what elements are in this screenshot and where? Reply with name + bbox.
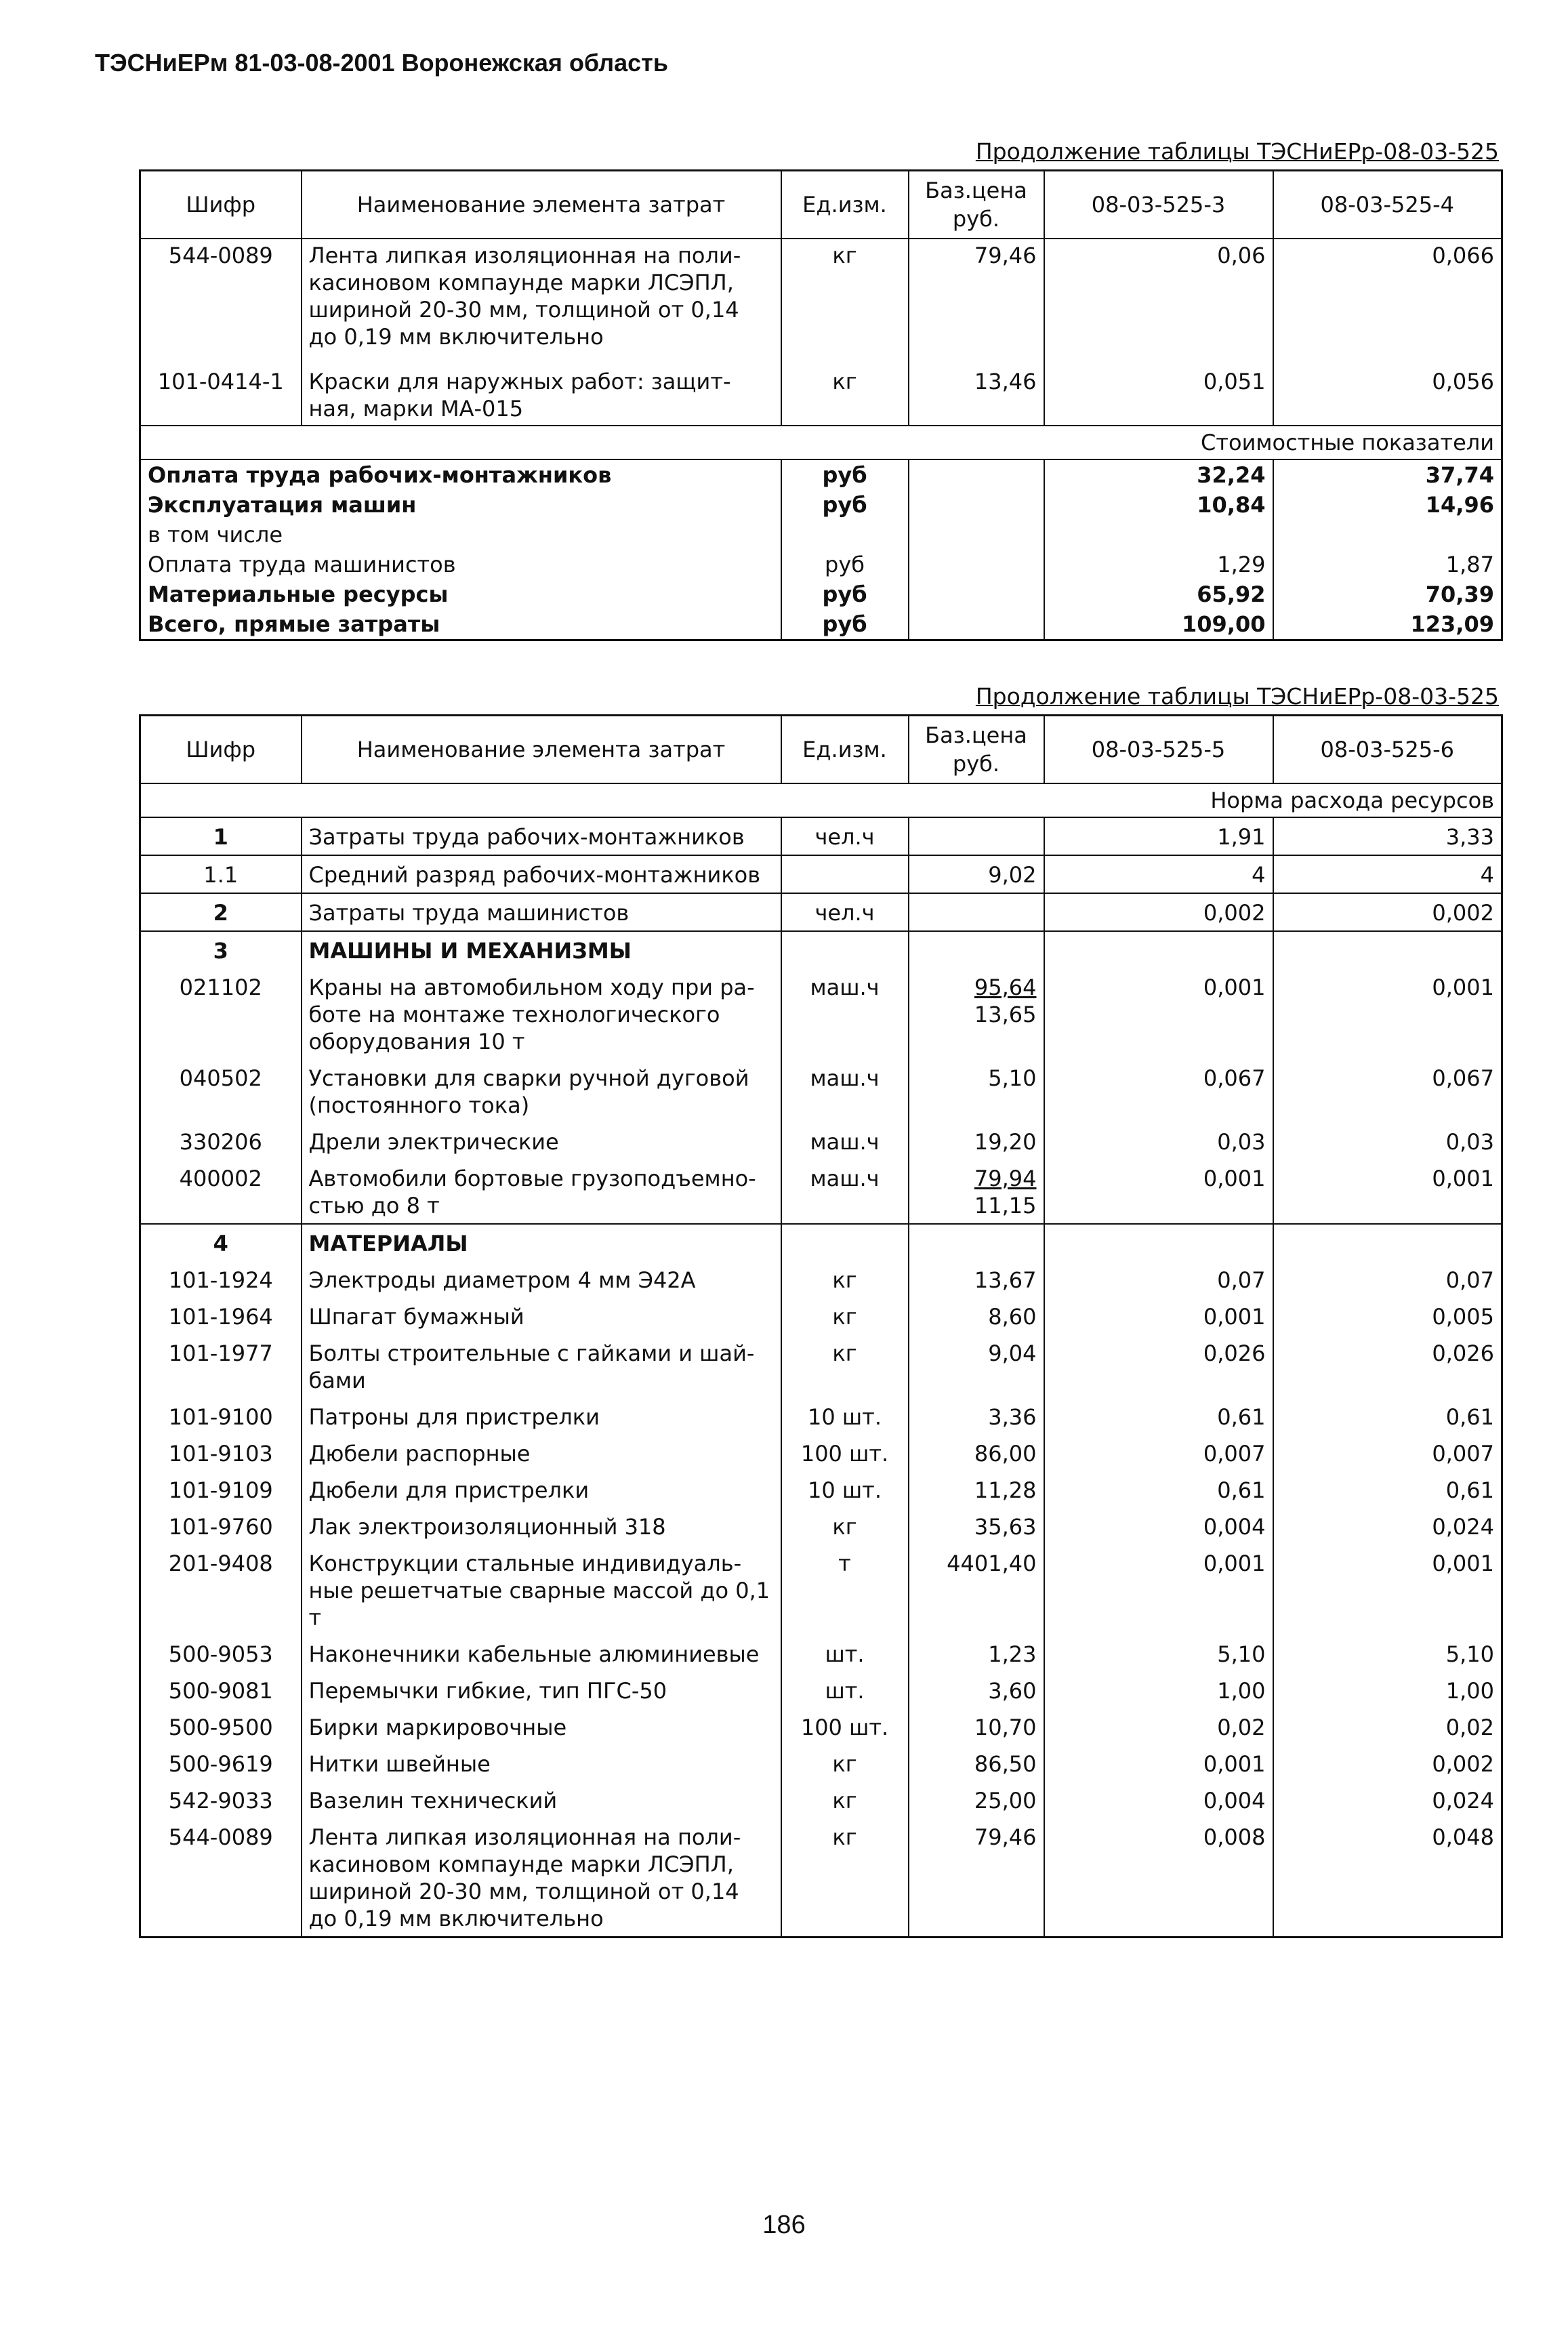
base-price-cell: 8,60 [909, 1298, 1044, 1334]
unit-cell: маш.ч [781, 1123, 909, 1160]
base-price-cell: 1,23 [909, 1635, 1044, 1672]
resource-name: Патроны для пристрелки [302, 1398, 781, 1435]
norm-value-b: 0,61 [1445, 1403, 1494, 1430]
base-price-cell: 10,70 [909, 1708, 1044, 1745]
unit-cell: шт. [781, 1635, 909, 1672]
norm-value-b: 0,067 [1432, 1065, 1494, 1091]
resource-code: 021102 [140, 968, 302, 1059]
norm-value-b: 0,005 [1432, 1303, 1494, 1330]
base-price-cell [909, 459, 1044, 490]
table-row [140, 1508, 1502, 1544]
norm-value-a: 1,00 [1044, 1672, 1273, 1708]
base-price-cell: 3,36 [909, 1398, 1044, 1435]
table2-continuation-caption: Продолжение таблицы ТЭСНиЕРр-08-03-525 [975, 683, 1499, 710]
norm-value-a: 0,02 [1044, 1708, 1273, 1745]
table-row [140, 1261, 1502, 1298]
norm-value-a: 0,001 [1044, 1298, 1273, 1334]
table-row [140, 1160, 1502, 1224]
unit-cell [781, 520, 909, 550]
page-number: 186 [762, 2211, 806, 2239]
norm-value-b: 0,002 [1432, 899, 1494, 926]
resource-code: 101-1964 [140, 1298, 302, 1334]
col-header-code: Шифр [140, 716, 302, 783]
norm-value-b: 1,00 [1445, 1677, 1494, 1704]
norm-value-b: 3,33 [1445, 823, 1494, 850]
norm-value-b: 5,10 [1445, 1641, 1494, 1667]
unit-cell: руб [781, 490, 909, 520]
table-row [140, 1298, 1502, 1334]
resource-code: 101-9109 [140, 1471, 302, 1508]
cost-name: Оплата труда машинистов [140, 550, 781, 579]
norm-value-a: 0,61 [1044, 1471, 1273, 1508]
norm-value-b: 0,61 [1445, 1477, 1494, 1503]
resource-name: Перемычки гибкие, тип ПГС-50 [302, 1672, 781, 1708]
cost-value-b [1273, 520, 1502, 550]
cost-value-b: 14,96 [1425, 491, 1494, 518]
base-price-cell: 19,20 [909, 1123, 1044, 1160]
table-row [140, 1818, 1502, 1938]
norm-value-a: 4 [1044, 855, 1273, 893]
col-header-code: Шифр [140, 171, 302, 239]
unit-cell: чел.ч [781, 817, 909, 855]
norm-value-a: 0,001 [1044, 968, 1273, 1059]
unit-cell: шт. [781, 1672, 909, 1708]
resource-code: 040502 [140, 1059, 302, 1123]
unit-cell: кг [781, 1818, 909, 1938]
col-header-name: Наименование элемента затрат [302, 716, 781, 783]
norm-value-a: 0,07 [1044, 1261, 1273, 1298]
unit-cell: руб [781, 579, 909, 609]
resource-code: 101-9100 [140, 1398, 302, 1435]
base-price-cell: 86,00 [909, 1435, 1044, 1471]
unit-cell: 100 шт. [781, 1708, 909, 1745]
resource-name: Затраты труда рабочих-монтажников [302, 817, 781, 855]
resource-code: 101-1977 [140, 1334, 302, 1398]
resource-name: Краны на автомобильном ходу при ра- боте на монтаже технологического оборудования 10 т [302, 968, 781, 1059]
norm-value-b: 0,002 [1432, 1750, 1494, 1777]
resource-code: 500-9500 [140, 1708, 302, 1745]
resource-code: 2 [140, 893, 302, 931]
norm-value-a: 0,001 [1044, 1160, 1273, 1224]
col-header-08-03-525-6: 08-03-525-6 [1273, 716, 1502, 783]
resource-name: Шпагат бумажный [302, 1298, 781, 1334]
resource-code: 101-1924 [140, 1261, 302, 1298]
resource-name: Конструкции стальные индивидуаль- ные решетчатые сварные массой до 0,1 т [302, 1544, 781, 1635]
unit-cell: чел.ч [781, 893, 909, 931]
resource-name: Установки для сварки ручной дуговой (постоянного тока) [302, 1059, 781, 1123]
resource-name: МАШИНЫ И МЕХАНИЗМЫ [302, 931, 781, 968]
norm-value-a: 0,007 [1044, 1435, 1273, 1471]
table-row [140, 239, 1502, 365]
norm-value-b: 0,007 [1432, 1440, 1494, 1467]
norm-value-a: 0,004 [1044, 1508, 1273, 1544]
resource-name: Дюбели для пристрелки [302, 1471, 781, 1508]
resource-norms-band: Норма расхода ресурсов [140, 783, 1502, 817]
resource-code: 1 [140, 817, 302, 855]
unit-cell: маш.ч [781, 1059, 909, 1123]
cost-value-a: 32,24 [1044, 459, 1273, 490]
resource-name: Автомобили бортовые грузоподъемно- стью до 8 т [302, 1160, 781, 1224]
price-machine: 95,64 [974, 974, 1037, 1000]
norm-value-b: 0,001 [1432, 974, 1494, 1000]
norm-value-a [1044, 1224, 1273, 1261]
norm-value-b: 0,07 [1445, 1267, 1494, 1293]
table-row [140, 893, 1502, 931]
base-price-cell: 4401,40 [909, 1544, 1044, 1635]
resource-name: Бирки маркировочные [302, 1708, 781, 1745]
col-header-name: Наименование элемента затрат [302, 171, 781, 239]
unit-cell: 10 шт. [781, 1398, 909, 1435]
table-row [140, 1224, 1502, 1261]
unit-cell: кг [781, 1745, 909, 1782]
norm-value-a: 5,10 [1044, 1635, 1273, 1672]
unit-cell: 100 шт. [781, 1435, 909, 1471]
cost-value-b: 1,87 [1445, 551, 1494, 577]
unit-cell: руб [781, 609, 909, 640]
base-price-cell: 9,02 [909, 855, 1044, 893]
cost-value-a: 109,00 [1044, 609, 1273, 640]
norm-value-b: 0,024 [1432, 1513, 1494, 1540]
resource-name: Наконечники кабельные алюминиевые [302, 1635, 781, 1672]
base-price-cell [909, 1160, 1044, 1224]
resource-code: 3 [140, 931, 302, 968]
table-row [140, 817, 1502, 855]
table-row [140, 931, 1502, 968]
resource-code: 500-9081 [140, 1672, 302, 1708]
base-price-cell [909, 609, 1044, 640]
norm-value-b: 0,03 [1445, 1128, 1494, 1155]
norm-value-b [1273, 1224, 1502, 1261]
norm-value-b: 0,056 [1432, 368, 1494, 394]
unit-cell [781, 855, 909, 893]
cost-row [140, 550, 1502, 579]
norm-value-a [1044, 931, 1273, 968]
cost-indicators-band: Стоимостные показатели [140, 426, 1502, 459]
base-price-cell [909, 817, 1044, 855]
cost-name: Всего, прямые затраты [140, 609, 781, 640]
table-row [140, 855, 1502, 893]
norm-value-b [1273, 931, 1502, 968]
base-price-cell: 25,00 [909, 1782, 1044, 1818]
resource-code: 1.1 [140, 855, 302, 893]
cost-value-a: 10,84 [1044, 490, 1273, 520]
base-price-cell [909, 579, 1044, 609]
resource-code: 544-0089 [140, 239, 302, 365]
resource-name: Дрели электрические [302, 1123, 781, 1160]
resource-code: 500-9619 [140, 1745, 302, 1782]
norm-value-b: 0,02 [1445, 1714, 1494, 1740]
table-row [140, 1398, 1502, 1435]
resource-code: 330206 [140, 1123, 302, 1160]
col-header-price: Баз.цена руб. [909, 171, 1044, 239]
base-price-cell [909, 520, 1044, 550]
resource-code: 400002 [140, 1160, 302, 1224]
table-row [140, 1123, 1502, 1160]
resource-name: Вазелин технический [302, 1782, 781, 1818]
table-row [140, 1334, 1502, 1398]
unit-cell: 10 шт. [781, 1471, 909, 1508]
norm-value-b: 0,001 [1432, 1550, 1494, 1576]
norm-value-a: 0,051 [1044, 365, 1273, 426]
cost-value-a: 1,29 [1044, 550, 1273, 579]
table2-norms [139, 714, 1503, 1938]
norm-value-a: 0,06 [1044, 239, 1273, 365]
table-row [140, 1471, 1502, 1508]
cost-row [140, 579, 1502, 609]
resource-code: 101-9103 [140, 1435, 302, 1471]
table-row [140, 1435, 1502, 1471]
cost-name: Эксплуатация машин [140, 490, 781, 520]
cost-row [140, 609, 1502, 640]
norm-value-a: 0,026 [1044, 1334, 1273, 1398]
base-price-cell [909, 550, 1044, 579]
resource-name: Нитки швейные [302, 1745, 781, 1782]
cost-value-a: 65,92 [1044, 579, 1273, 609]
unit-cell: руб [781, 550, 909, 579]
col-header-08-03-525-5: 08-03-525-5 [1044, 716, 1273, 783]
unit-cell: руб [781, 459, 909, 490]
table-row [140, 365, 1502, 426]
norm-value-b: 0,026 [1432, 1340, 1494, 1366]
resource-code: 500-9053 [140, 1635, 302, 1672]
norm-value-a: 0,004 [1044, 1782, 1273, 1818]
table-row [140, 1672, 1502, 1708]
price-operator-wage: 13,65 [974, 1001, 1037, 1027]
cost-name: Оплата труда рабочих-монтажников [140, 459, 781, 490]
resource-name: Болты строительные с гайками и шай- бами [302, 1334, 781, 1398]
cost-row [140, 520, 1502, 550]
unit-cell: т [781, 1544, 909, 1635]
cost-row [140, 459, 1502, 490]
table-row [140, 1635, 1502, 1672]
norm-value-b: 4 [1480, 861, 1494, 888]
norm-value-a: 1,91 [1044, 817, 1273, 855]
price-operator-wage: 11,15 [974, 1192, 1037, 1218]
cost-name: в том числе [140, 520, 781, 550]
cost-value-a [1044, 520, 1273, 550]
resource-name: Затраты труда машинистов [302, 893, 781, 931]
unit-cell: кг [781, 1508, 909, 1544]
col-header-08-03-525-4: 08-03-525-4 [1273, 171, 1502, 239]
unit-cell: кг [781, 1334, 909, 1398]
norm-value-a: 0,001 [1044, 1544, 1273, 1635]
resource-code: 544-0089 [140, 1818, 302, 1938]
unit-cell: кг [781, 1261, 909, 1298]
base-price-cell: 79,46 [909, 1818, 1044, 1938]
unit-cell: кг [781, 1782, 909, 1818]
base-price-cell [909, 931, 1044, 968]
unit-cell: маш.ч [781, 968, 909, 1059]
col-header-price: Баз.цена руб. [909, 716, 1044, 783]
resource-name: Лак электроизоляционный 318 [302, 1508, 781, 1544]
base-price-cell: 35,63 [909, 1508, 1044, 1544]
resource-name: Лента липкая изоляционная на поли- касиновом компаунде марки ЛСЭПЛ, шириной 20-30 мм, толщиной от 0,14 до 0,19 мм включительно [302, 1818, 781, 1938]
table-row [140, 1782, 1502, 1818]
base-price-cell: 86,50 [909, 1745, 1044, 1782]
base-price-cell: 11,28 [909, 1471, 1044, 1508]
resource-name: Средний разряд рабочих-монтажников [302, 855, 781, 893]
unit-cell [781, 1224, 909, 1261]
unit-cell: кг [781, 1298, 909, 1334]
unit-cell: кг [781, 239, 909, 365]
base-price-cell: 79,46 [909, 239, 1044, 365]
base-price-cell [909, 893, 1044, 931]
norm-value-b: 0,024 [1432, 1787, 1494, 1814]
page-header: ТЭСНиЕРм 81-03-08-2001 Воронежская область [95, 49, 668, 77]
resource-code: 101-9760 [140, 1508, 302, 1544]
unit-cell: кг [781, 365, 909, 426]
norm-value-b: 0,048 [1432, 1824, 1494, 1850]
table1-continuation-caption: Продолжение таблицы ТЭСНиЕРр-08-03-525 [975, 138, 1499, 165]
resource-name: Электроды диаметром 4 мм Э42А [302, 1261, 781, 1298]
norm-value-a: 0,002 [1044, 893, 1273, 931]
resource-code: 542-9033 [140, 1782, 302, 1818]
resource-code: 201-9408 [140, 1544, 302, 1635]
cost-row [140, 490, 1502, 520]
norm-value-a: 0,001 [1044, 1745, 1273, 1782]
resource-name: Дюбели распорные [302, 1435, 781, 1471]
base-price-cell: 13,67 [909, 1261, 1044, 1298]
norm-value-a: 0,03 [1044, 1123, 1273, 1160]
cost-value-b: 37,74 [1425, 462, 1494, 488]
price-machine: 79,94 [974, 1165, 1037, 1191]
base-price-cell [909, 1224, 1044, 1261]
norm-value-a: 0,61 [1044, 1398, 1273, 1435]
base-price-cell: 13,46 [909, 365, 1044, 426]
table-row [140, 1745, 1502, 1782]
table-row [140, 1544, 1502, 1635]
unit-cell: маш.ч [781, 1160, 909, 1224]
col-header-unit: Ед.изм. [781, 171, 909, 239]
base-price-cell [909, 490, 1044, 520]
table1-norms [139, 169, 1503, 641]
col-header-08-03-525-3: 08-03-525-3 [1044, 171, 1273, 239]
base-price-cell: 9,04 [909, 1334, 1044, 1398]
cost-value-b: 123,09 [1410, 611, 1494, 637]
norm-value-a: 0,067 [1044, 1059, 1273, 1123]
norm-value-a: 0,008 [1044, 1818, 1273, 1938]
table-row [140, 1059, 1502, 1123]
col-header-unit: Ед.изм. [781, 716, 909, 783]
resource-name: Лента липкая изоляционная на поли- касиновом компаунде марки ЛСЭПЛ, шириной 20-30 мм, толщиной от 0,14 до 0,19 мм включительно [302, 239, 781, 365]
cost-name: Материальные ресурсы [140, 579, 781, 609]
resource-name: МАТЕРИАЛЫ [302, 1224, 781, 1261]
unit-cell [781, 931, 909, 968]
resource-code: 4 [140, 1224, 302, 1261]
resource-name: Краски для наружных работ: защит- ная, марки МА-015 [302, 365, 781, 426]
table-row [140, 968, 1502, 1059]
base-price-cell: 3,60 [909, 1672, 1044, 1708]
norm-value-b: 0,066 [1432, 242, 1494, 268]
base-price-cell [909, 968, 1044, 1059]
resource-code: 101-0414-1 [140, 365, 302, 426]
norm-value-b: 0,001 [1432, 1165, 1494, 1191]
table-row [140, 1708, 1502, 1745]
cost-value-b: 70,39 [1425, 581, 1494, 607]
base-price-cell: 5,10 [909, 1059, 1044, 1123]
